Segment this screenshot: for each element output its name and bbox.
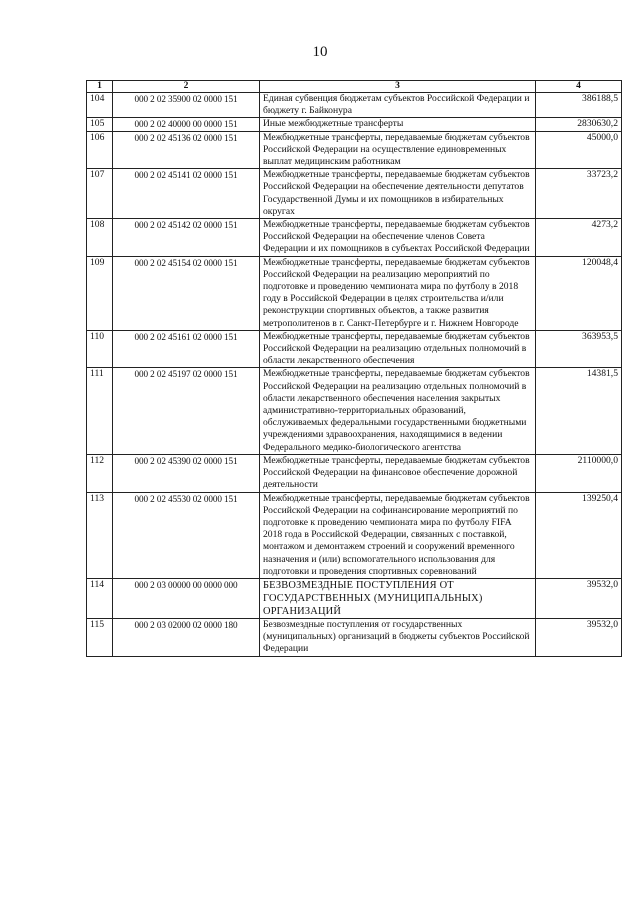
income-name: Иные межбюджетные трансферты bbox=[260, 118, 536, 131]
table-row bbox=[87, 219, 622, 257]
amount: 2830630,2 bbox=[536, 118, 622, 131]
row-number: 108 bbox=[87, 219, 113, 257]
income-name: БЕЗВОЗМЕЗДНЫЕ ПОСТУПЛЕНИЯ ОТ ГОСУДАРСТВЕННЫХ (МУНИЦИПАЛЬНЫХ) ОРГАНИЗАЦИЙ bbox=[260, 578, 536, 618]
table-row bbox=[87, 131, 622, 169]
table-row bbox=[87, 118, 622, 131]
row-number: 106 bbox=[87, 131, 113, 169]
amount: 120048,4 bbox=[536, 256, 622, 330]
income-name: Межбюджетные трансферты, передаваемые бюджетам субъектов Российской Федерации на реализацию отдельных полномочий в области лекарственного обеспечения bbox=[260, 330, 536, 368]
budget-code: 000 2 02 35900 02 0000 151 bbox=[113, 93, 260, 118]
amount: 386188,5 bbox=[536, 93, 622, 118]
income-name: Безвозмездные поступления от государственных (муниципальных) организаций в бюджеты субъектов Российской Федерации bbox=[260, 618, 536, 656]
income-name: Межбюджетные трансферты, передаваемые бюджетам субъектов Российской Федерации на финансовое обеспечение дорожной деятельности bbox=[260, 454, 536, 492]
table-row bbox=[87, 618, 622, 656]
row-number: 115 bbox=[87, 618, 113, 656]
row-number: 109 bbox=[87, 256, 113, 330]
table-row bbox=[87, 492, 622, 578]
table-row bbox=[87, 330, 622, 368]
row-number: 107 bbox=[87, 169, 113, 219]
budget-code: 000 2 02 45161 02 0000 151 bbox=[113, 330, 260, 368]
income-name: Межбюджетные трансферты, передаваемые бюджетам субъектов Российской Федерации на обеспечение членов Совета Федерации и их помощников в субъектах Российской Федерации bbox=[260, 219, 536, 257]
income-name: Межбюджетные трансферты, передаваемые бюджетам субъектов Российской Федерации на софинансирование мероприятий по подготовке к проведению чемпионата мира по футболу FIFA 2018 года в Российской Федерации, связанных с поставкой, монтажом и демонтажем строений и сооружений временного назначения и (или) вспомогательного использования для подготовки и проведения спортивных соревнований bbox=[260, 492, 536, 578]
budget-code: 000 2 02 45142 02 0000 151 bbox=[113, 219, 260, 257]
amount: 14381,5 bbox=[536, 368, 622, 454]
income-name: Межбюджетные трансферты, передаваемые бюджетам субъектов Российской Федерации на осуществление единовременных выплат медицинским работникам bbox=[260, 131, 536, 169]
table-row bbox=[87, 578, 622, 618]
income-name: Межбюджетные трансферты, передаваемые бюджетам субъектов Российской Федерации на обеспечение деятельности депутатов Государственной Думы и их помощников в избирательных округах bbox=[260, 169, 536, 219]
income-name: Межбюджетные трансферты, передаваемые бюджетам субъектов Российской Федерации на реализацию мероприятий по подготовке и проведению чемпионата мира по футболу в 2018 году в Российской Федерации в целях строительства и/или реконструкции спортивных объектов, а также развития метрополитенов в г. Санкт-Петербурге и г. Нижнем Новгороде bbox=[260, 256, 536, 330]
table-row bbox=[87, 93, 622, 118]
header-row bbox=[87, 81, 622, 93]
amount: 33723,2 bbox=[536, 169, 622, 219]
row-number: 104 bbox=[87, 93, 113, 118]
amount: 139250,4 bbox=[536, 492, 622, 578]
amount: 4273,2 bbox=[536, 219, 622, 257]
row-number: 105 bbox=[87, 118, 113, 131]
row-number: 110 bbox=[87, 330, 113, 368]
table-row bbox=[87, 368, 622, 454]
row-number: 112 bbox=[87, 454, 113, 492]
amount: 39532,0 bbox=[536, 578, 622, 618]
amount: 363953,5 bbox=[536, 330, 622, 368]
table-row bbox=[87, 169, 622, 219]
amount: 45000,0 bbox=[536, 131, 622, 169]
header-col-3: 3 bbox=[260, 81, 536, 93]
table-row bbox=[87, 454, 622, 492]
table-row bbox=[87, 256, 622, 330]
table-body bbox=[87, 93, 622, 657]
row-number: 113 bbox=[87, 492, 113, 578]
budget-code: 000 2 02 45136 02 0000 151 bbox=[113, 131, 260, 169]
row-number: 111 bbox=[87, 368, 113, 454]
budget-code: 000 2 03 00000 00 0000 000 bbox=[113, 578, 260, 618]
budget-code: 000 2 02 45390 02 0000 151 bbox=[113, 454, 260, 492]
page-number: 10 bbox=[312, 44, 328, 60]
budget-code: 000 2 02 45530 02 0000 151 bbox=[113, 492, 260, 578]
income-name: Единая субвенция бюджетам субъектов Российской Федерации и бюджету г. Байконура bbox=[260, 93, 536, 118]
budget-code: 000 2 02 45154 02 0000 151 bbox=[113, 256, 260, 330]
amount: 39532,0 bbox=[536, 618, 622, 656]
header-col-4: 4 bbox=[536, 81, 622, 93]
header-col-2: 2 bbox=[113, 81, 260, 93]
budget-code: 000 2 02 45141 02 0000 151 bbox=[113, 169, 260, 219]
income-name: Межбюджетные трансферты, передаваемые бюджетам субъектов Российской Федерации на реализацию отдельных полномочий в области лекарственного обеспечения населения закрытых административно-территориальных образований, обслуживаемых федеральными государственными бюджетными учреждениями здравоохранения, находящимися в ведении Федерального медико-биологического агентства bbox=[260, 368, 536, 454]
budget-code: 000 2 02 40000 00 0000 151 bbox=[113, 118, 260, 131]
budget-code: 000 2 02 45197 02 0000 151 bbox=[113, 368, 260, 454]
amount: 2110000,0 bbox=[536, 454, 622, 492]
row-number: 114 bbox=[87, 578, 113, 618]
budget-code: 000 2 03 02000 02 0000 180 bbox=[113, 618, 260, 656]
header-col-1: 1 bbox=[87, 81, 113, 93]
budget-table bbox=[86, 80, 622, 657]
